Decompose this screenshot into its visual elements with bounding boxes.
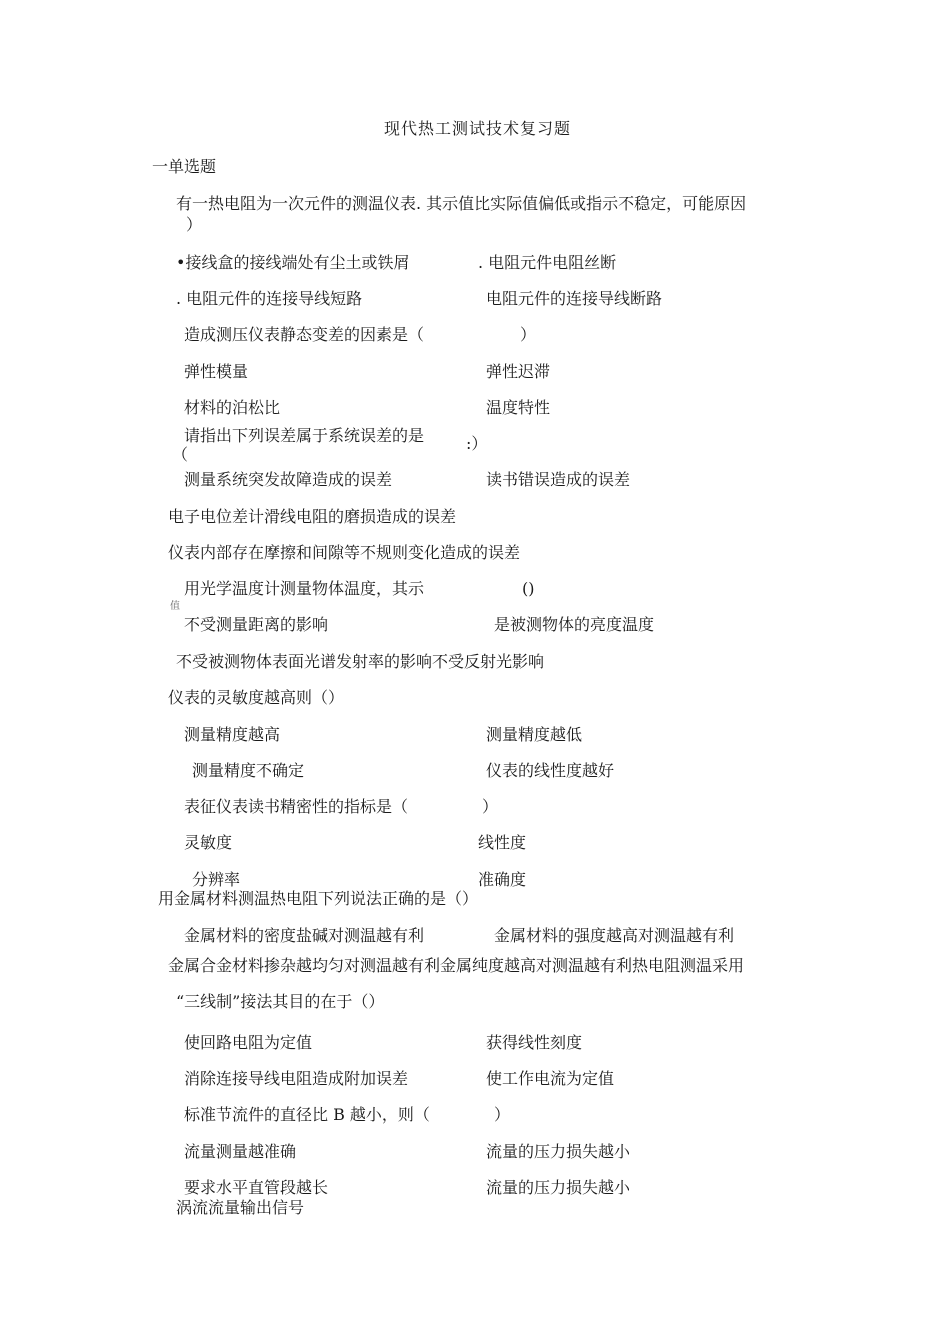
question-2-option-a: 弹性模量 <box>184 362 249 381</box>
question-4-paren: () <box>522 579 535 598</box>
question-5-option-d: 仪表的线性度越好 <box>486 761 615 780</box>
question-8-stem: “三线制”接法其目的在于（） <box>176 992 385 1011</box>
question-8-option-b: 获得线性刻度 <box>486 1033 583 1052</box>
question-9-option-d: 流量的压力损失越小 <box>486 1178 631 1197</box>
question-8-option-c: 消除连接导线电阻造成附加误差 <box>184 1069 409 1088</box>
question-2-option-b: 弹性迟滞 <box>486 362 551 381</box>
question-9-stem: 标准节流件的直径比 B 越小，则（ <box>184 1105 430 1124</box>
question-9-option-b: 流量的压力损失越小 <box>486 1142 631 1161</box>
question-3-paren-open: （ <box>172 445 189 464</box>
question-4-option-cd: 不受被测物体表面光谱发射率的影响不受反射光影响 <box>176 652 545 671</box>
question-3-stem: 请指出下列误差属于系统误差的是 <box>184 426 425 445</box>
question-6-option-b: 线性度 <box>478 833 527 852</box>
question-5-option-a: 测量精度越高 <box>184 725 281 744</box>
question-3-option-d: 仪表内部存在摩擦和间隙等不规则变化造成的误差 <box>168 543 521 562</box>
question-5-option-b: 测量精度越低 <box>486 725 583 744</box>
question-4-stem-tail: 值 <box>170 601 180 612</box>
question-6-option-d: 准确度 <box>478 870 527 889</box>
question-8-option-a: 使回路电阻为定值 <box>184 1033 313 1052</box>
question-3-option-a: 测量系统突发故障造成的误差 <box>184 470 393 489</box>
question-6-stem: 表征仪表读书精密性的指标是（ <box>184 797 409 816</box>
question-1-option-d: 电阻元件的连接导线断路 <box>486 289 663 308</box>
question-3-option-b: 读书错误造成的误差 <box>486 470 631 489</box>
section-heading: 一单选题 <box>152 157 217 176</box>
question-10-stem: 涡流流量输出信号 <box>176 1198 305 1217</box>
question-9-option-c: 要求水平直管段越长 <box>184 1178 329 1197</box>
question-5-option-c: 测量精度不确定 <box>192 761 305 780</box>
question-1-stem: 有一热电阻为一次元件的测温仪表. 其示值比实际值偏低或指示不稳定，可能原因 <box>176 194 747 213</box>
question-6-paren: ） <box>482 797 499 816</box>
question-2-paren: ） <box>520 325 537 344</box>
question-6-option-c: 分辨率 <box>192 870 241 889</box>
question-7-option-b: 金属材料的强度越高对测温越有利 <box>494 926 735 945</box>
question-1-option-c: . 电阻元件的连接导线短路 <box>176 289 363 308</box>
question-1-paren: ） <box>186 215 203 234</box>
question-1-option-b: . 电阻元件电阻丝断 <box>478 253 617 272</box>
question-1-option-a: •接线盒的接线端处有尘土或铁屑 <box>176 253 410 272</box>
question-7-option-a: 金属材料的密度盐碱对测温越有利 <box>184 926 425 945</box>
question-2-stem: 造成测压仪表静态变差的因素是（ <box>184 325 425 344</box>
question-7-option-cd-question-8-lead: 金属合金材料掺杂越均匀对测温越有利金属纯度越高对测温越有利热电阻测温采用 <box>168 956 745 975</box>
question-8-option-d: 使工作电流为定值 <box>486 1069 615 1088</box>
question-4-option-a: 不受测量距离的影响 <box>184 615 329 634</box>
question-9-option-a: 流量测量越准确 <box>184 1142 297 1161</box>
question-2-option-c: 材料的泊松比 <box>184 398 281 417</box>
document-title: 现代热工测试技术复习题 <box>384 119 572 138</box>
question-2-option-d: 温度特性 <box>486 398 551 417</box>
question-6-option-a: 灵敏度 <box>184 833 233 852</box>
question-5-stem: 仪表的灵敏度越高则（） <box>168 688 345 707</box>
question-7-stem: 用金属材料测温热电阻下列说法正确的是（） <box>158 889 479 908</box>
question-3-paren-close: :） <box>466 434 488 453</box>
question-4-stem: 用光学温度计测量物体温度，其示 <box>184 579 425 598</box>
question-4-option-b: 是被测物体的亮度温度 <box>494 615 655 634</box>
question-3-option-c: 电子电位差计滑线电阻的磨损造成的误差 <box>168 507 457 526</box>
question-9-paren: ） <box>494 1105 511 1124</box>
